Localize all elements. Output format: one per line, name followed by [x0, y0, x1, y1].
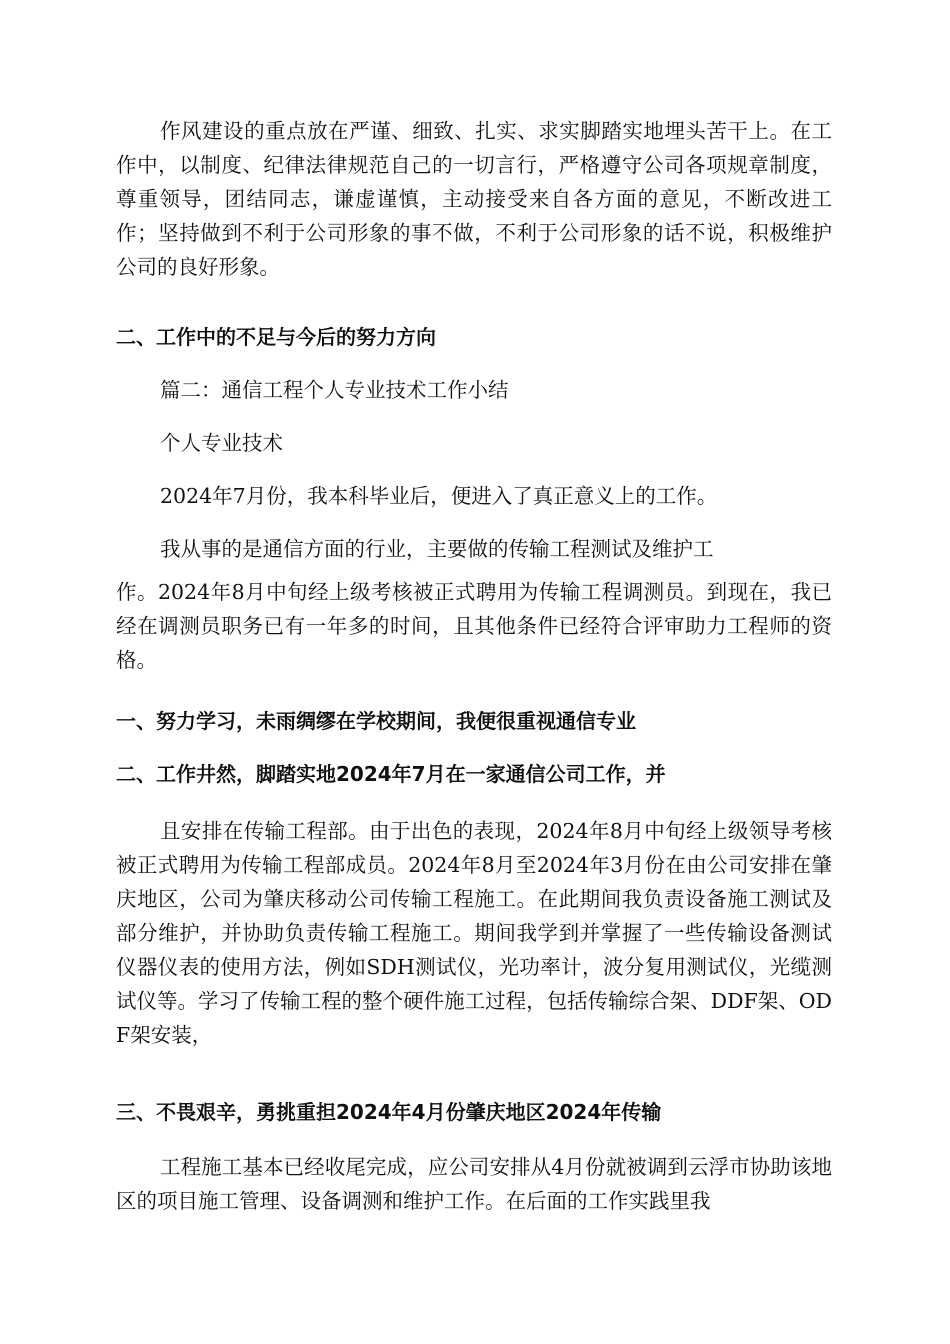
- heading-shortcomings: 二、工作中的不足与今后的努力方向: [116, 325, 436, 349]
- paragraph-transmission-dept: 且安排在传输工程部。由于出色的表现，2024年8月中旬经上级领导考核被正式聘用为传输工程部成员。2024年8月至2024年3月份在由公司安排在肇庆地区，公司为肇庆移动公司传输工程施工。在此期间我负责设备施工测试及部分维护，并协助负责传输工程施工。期间我学到并掌握了一些传输设备测试仪器仪表的使用方法，例如SDH测试仪，光功率计，波分复用测试仪，光缆测试仪等。学习了传输工程的整个硬件施工过程，包括传输综合架、DDF架、ODF架安装，: [116, 819, 832, 1047]
- heading-work-orderly: 二、工作井然，脚踏实地2024年7月在一家通信公司工作，并: [116, 762, 666, 786]
- paragraph-work-style: 作风建设的重点放在严谨、细致、扎实、求实脚踏实地埋头苦干上。在工作中，以制度、纪律法律规范自己的一切言行，严格遵守公司各项规章制度，尊重领导，团结同志，谦虚谨慎，主动接受来自各方面的意见，不断改进工作；坚持做到不利于公司形象的事不做，不利于公司形象的话不说，积极维护公司的良好形象。: [116, 119, 832, 279]
- paragraph-industry-line1: 我从事的是通信方面的行业，主要做的传输工程测试及维护工: [160, 537, 714, 561]
- subtitle-professional-tech: 个人专业技术: [160, 431, 283, 455]
- paragraph-yunfu: 工程施工基本已经收尾完成，应公司安排从4月份就被调到云浮市协助该地区的项目施工管理、设备调测和维护工作。在后面的工作实践里我: [116, 1155, 832, 1213]
- heading-hardship: 三、不畏艰辛，勇挑重担2024年4月份肇庆地区2024年传输: [116, 1100, 662, 1124]
- heading-study-hard: 一、努力学习，未雨绸缪在学校期间，我便很重视通信专业: [116, 709, 636, 733]
- paragraph-graduation: 2024年7月份，我本科毕业后，便进入了真正意义上的工作。: [160, 484, 718, 508]
- section-title-part-two: 篇二：通信工程个人专业技术工作小结: [160, 378, 509, 402]
- paragraph-industry-rest: 作。2024年8月中旬经上级考核被正式聘用为传输工程调测员。到现在，我已经在调测员职务已有一年多的时间，且其他条件已经符合评审助力工程师的资格。: [116, 580, 832, 672]
